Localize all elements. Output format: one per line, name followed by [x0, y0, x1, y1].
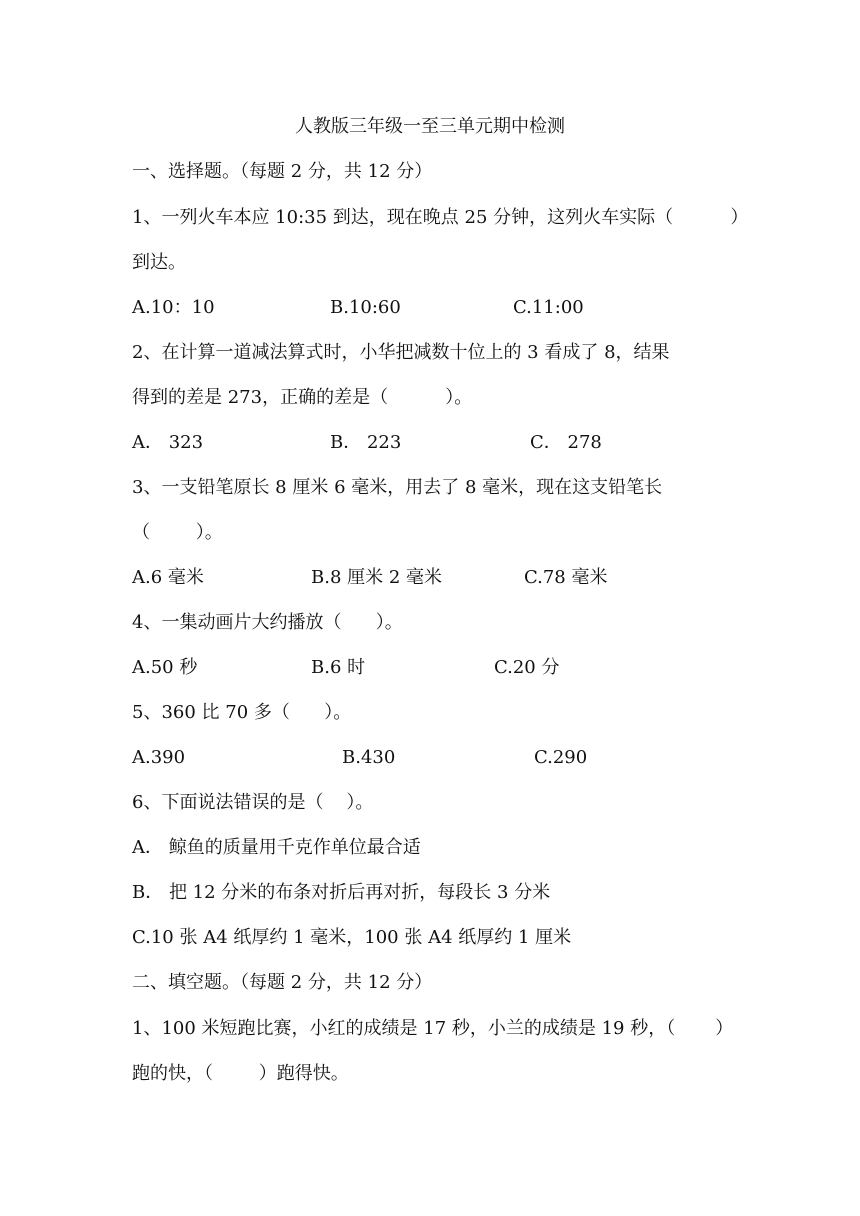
question-1-line-2: 到达。	[132, 252, 186, 273]
question-4-option-b: B.6 时	[311, 657, 366, 678]
question-1-option-a: A.10：10	[132, 297, 215, 318]
question-2-option-b: B． 223	[330, 432, 402, 453]
question-2-option-c: C． 278	[530, 432, 602, 453]
section-heading-choice: 一、选择题。（每题 2 分，共 12 分）	[132, 161, 433, 182]
question-6-line-1: 6、下面说法错误的是（ ）。	[132, 792, 374, 813]
fill-question-1-line-1: 1、100 米短跑比赛，小红的成绩是 17 秒，小兰的成绩是 19 秒，（ ）	[132, 1018, 734, 1039]
fill-question-1-line-2: 跑的快，（ ）跑得快。	[132, 1063, 349, 1084]
page-title: 人教版三年级一至三单元期中检测	[295, 116, 565, 137]
question-3-option-c: C.78 毫米	[524, 567, 608, 588]
question-1-option-c: C.11:00	[513, 297, 584, 318]
question-6-option-b: B． 把 12 分米的布条对折后再对折，每段长 3 分米	[132, 882, 551, 903]
question-6-option-c: C.10 张 A4 纸厚约 1 毫米，100 张 A4 纸厚约 1 厘米	[132, 927, 572, 948]
question-6-option-a: A． 鲸鱼的质量用千克作单位最合适	[132, 837, 421, 858]
question-1-option-b: B.10:60	[330, 297, 401, 318]
section-heading-fill-in: 二、填空题。（每题 2 分，共 12 分）	[132, 972, 433, 993]
question-4-line-1: 4、一集动画片大约播放（ ）。	[132, 612, 403, 633]
question-5-line-1: 5、360 比 70 多（ ）。	[132, 702, 352, 723]
question-3-option-b: B.8 厘米 2 毫米	[311, 567, 443, 588]
question-4-option-c: C.20 分	[494, 657, 560, 678]
question-5-option-b: B.430	[342, 747, 396, 768]
question-3-line-2: （ ）。	[132, 522, 223, 543]
question-5-option-a: A.390	[132, 747, 186, 768]
question-5-option-c: C.290	[534, 747, 588, 768]
question-3-line-1: 3、一支铅笔原长 8 厘米 6 毫米，用去了 8 毫米，现在这支铅笔长	[132, 477, 663, 498]
question-2-line-2: 得到的差是 273，正确的差是（ ）。	[132, 387, 473, 408]
question-4-option-a: A.50 秒	[132, 657, 198, 678]
question-1-line-1: 1、一列火车本应 10:35 到达，现在晚点 25 分钟，这列火车实际（ ）	[132, 207, 749, 228]
question-2-line-1: 2、在计算一道减法算式时，小华把减数十位上的 3 看成了 8，结果	[132, 342, 670, 363]
question-2-option-a: A． 323	[132, 432, 204, 453]
question-3-option-a: A.6 毫米	[132, 567, 204, 588]
